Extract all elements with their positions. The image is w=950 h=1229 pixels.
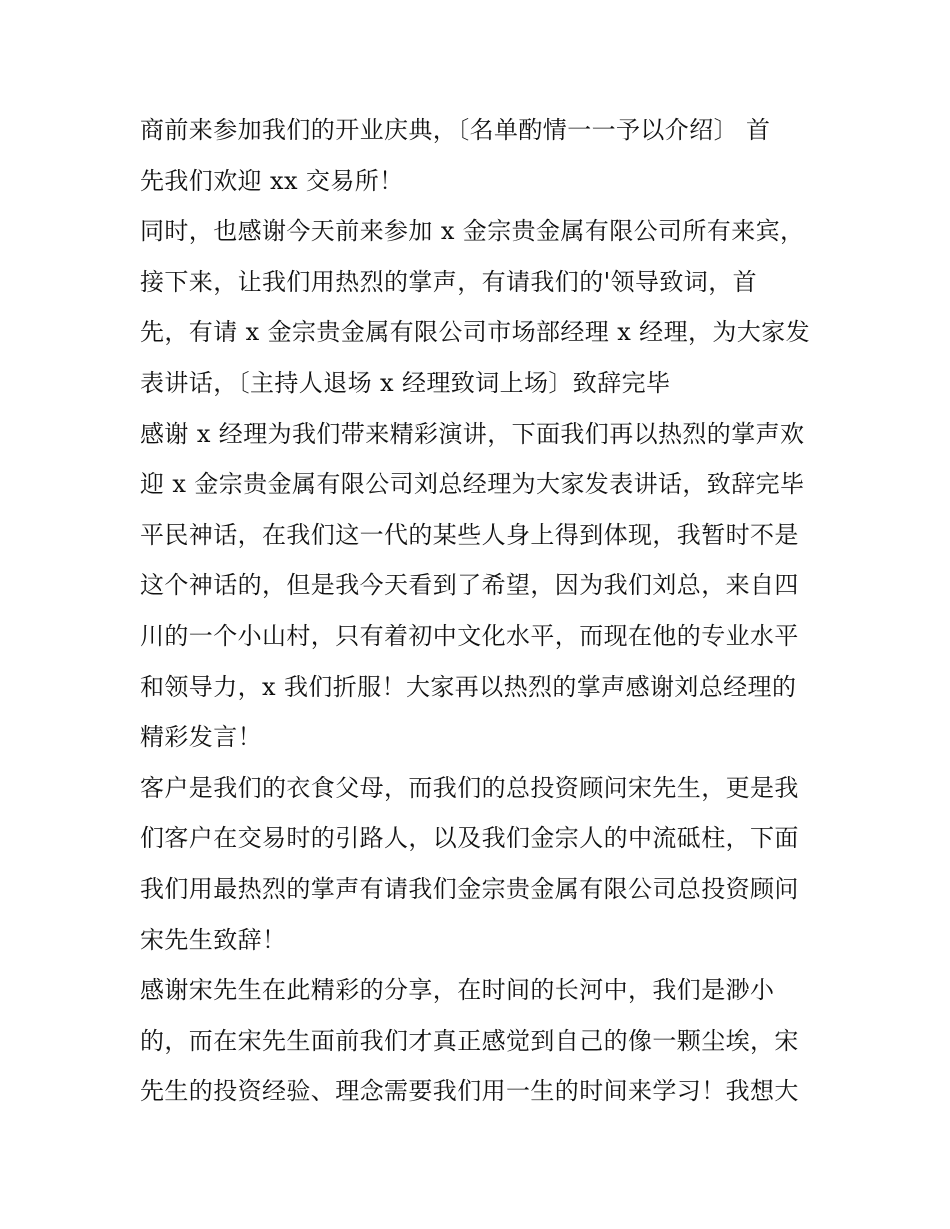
text-line: 和领导力，x 我们折服！大家再以热烈的掌声感谢刘总经理的 — [140, 672, 797, 701]
document-body — [140, 105, 830, 1117]
text-line: 我们用最热烈的掌声有请我们金宗贵金属有限公司总投资顾问 — [140, 874, 799, 903]
text-line: 平民神话，在我们这一代的某些人身上得到体现，我暂时不是 — [140, 520, 799, 549]
text-line: 先生的投资经验、理念需要我们用一生的时间来学习！我想大 — [140, 1077, 799, 1106]
text-line: 们客户在交易时的引路人，以及我们金宗人的中流砥柱，下面 — [140, 824, 799, 853]
text-line: 接下来，让我们用热烈的掌声，有请我们的'领导致词，首 — [140, 267, 757, 296]
text-line: 宋先生致辞！ — [140, 925, 287, 954]
text-line: 川的一个小山村，只有着初中文化水平，而现在他的专业水平 — [140, 621, 799, 650]
text-line: 感谢 x 经理为我们带来精彩演讲，下面我们再以热烈的掌声欢 — [140, 419, 805, 448]
text-line: 同时，也感谢今天前来参加 x 金宗贵金属有限公司所有来宾， — [140, 217, 805, 246]
text-line: 精彩发言！ — [140, 723, 262, 752]
text-line: 的，而在宋先生面前我们才真正感觉到自己的像一颗尘埃，宋 — [140, 1026, 799, 1055]
text-line: 迎 x 金宗贵金属有限公司刘总经理为大家发表讲话，致辞完毕 — [140, 470, 805, 499]
text-line: 商前来参加我们的开业庆典，〔名单酌情一一予以介绍〕 首 — [140, 116, 771, 144]
text-line: 客户是我们的衣食父母，而我们的总投资顾问宋先生，更是我 — [140, 773, 799, 802]
text-line: 表讲话，〔主持人退场 x 经理致词上场〕致辞完毕 — [140, 368, 671, 397]
text-line: 这个神话的，但是我今天看到了希望，因为我们刘总，来自四 — [140, 571, 799, 600]
text-line: 感谢宋先生在此精彩的分享，在时间的长河中，我们是渺小 — [140, 976, 775, 1005]
text-line: 先我们欢迎 xx 交易所！ — [140, 166, 404, 195]
text-line: 先，有请 x 金宗贵金属有限公司市场部经理 x 经理，为大家发 — [140, 318, 810, 347]
